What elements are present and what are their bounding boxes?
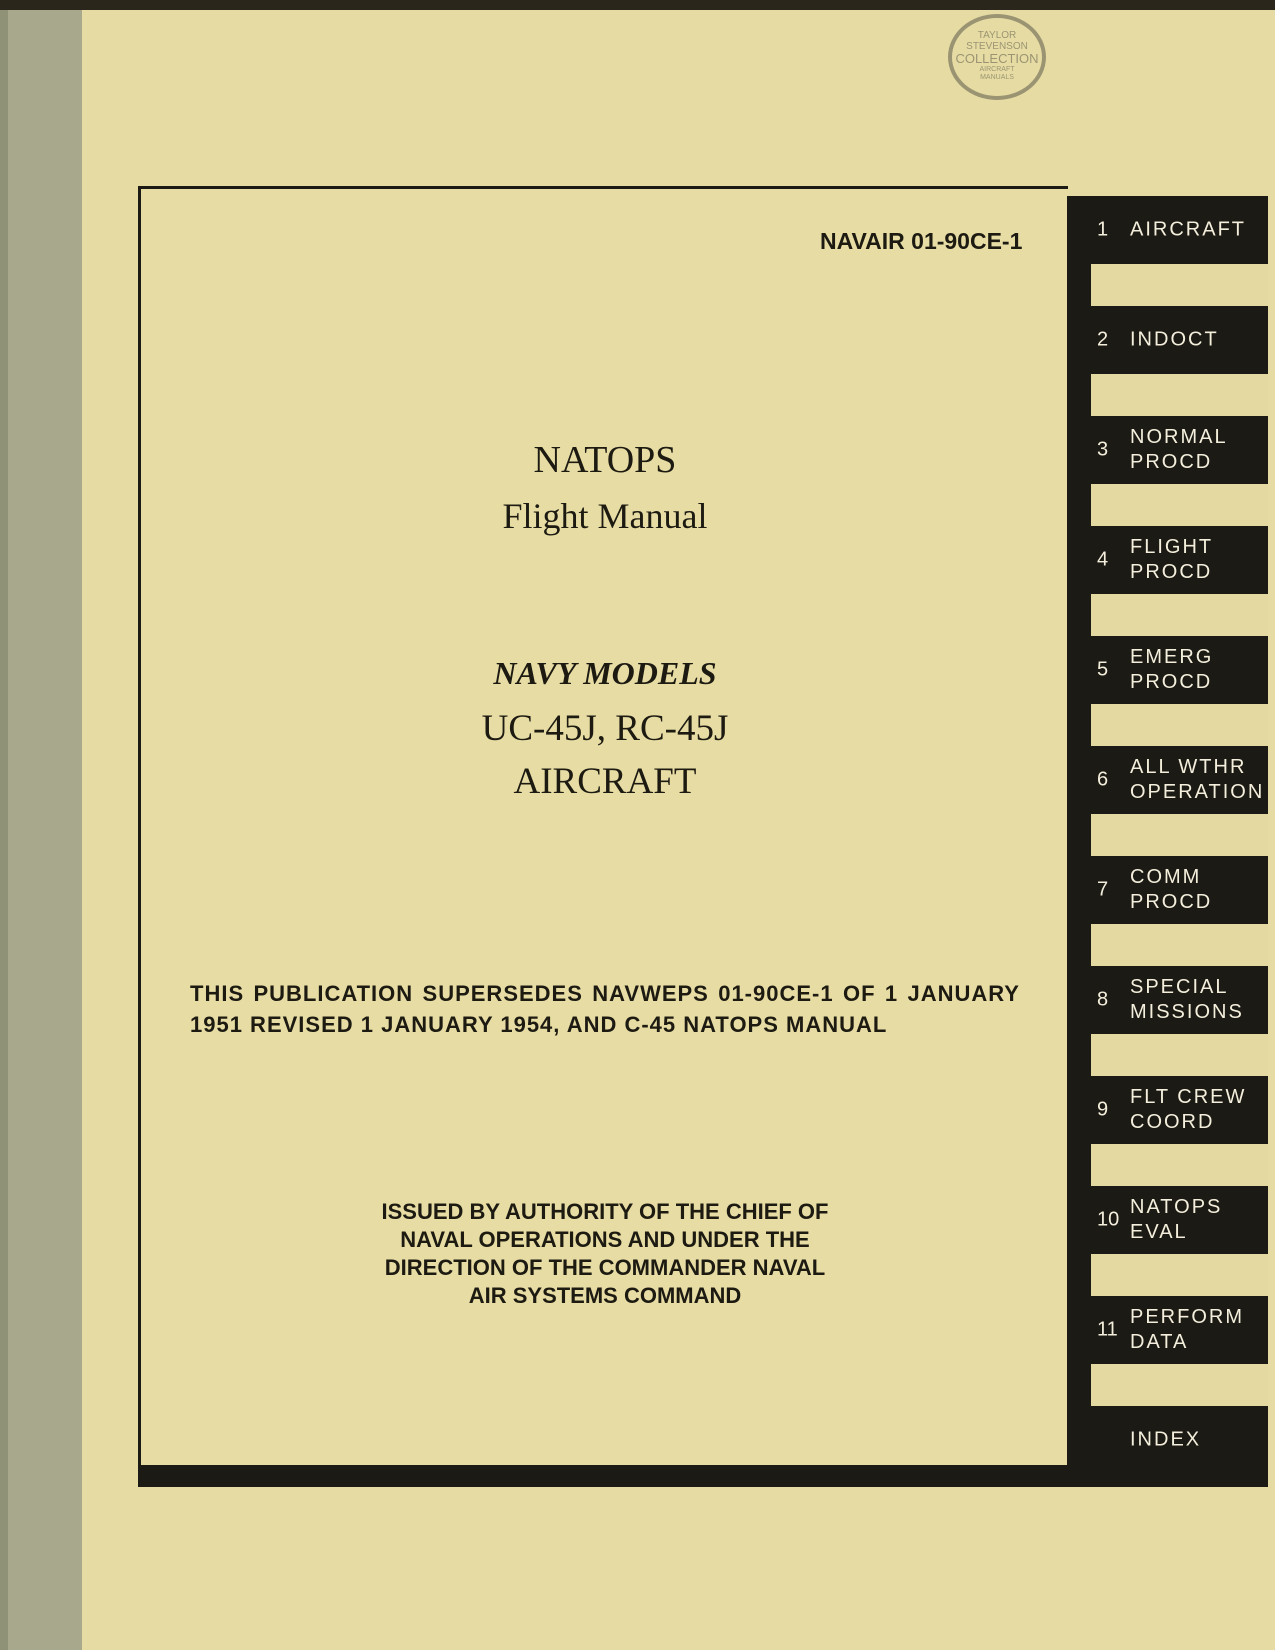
aircraft-label: AIRCRAFT — [513, 761, 697, 802]
binding-spine — [0, 10, 82, 1650]
section-tab[interactable] — [1067, 306, 1268, 374]
aircraft-models: UC-45J, RC-45J — [481, 708, 729, 749]
stamp-text: COLLECTION — [955, 51, 1039, 66]
tab-divider-slot — [1091, 1034, 1268, 1076]
tab-label: AIRCRAFT — [1130, 218, 1246, 241]
tab-label: NORMAL PROCD — [1130, 426, 1228, 473]
section-tabs — [1067, 196, 1268, 1487]
section-tab[interactable] — [1067, 636, 1268, 704]
tab-number: 6 — [1097, 768, 1109, 791]
tab-label: FLIGHT PROCD — [1130, 536, 1214, 583]
tab-number: 7 — [1097, 878, 1109, 901]
tab-divider-slot — [1091, 484, 1268, 526]
issued-by-notice: ISSUED BY AUTHORITY OF THE CHIEF OF NAVAL OPERATIONS AND UNDER THE DIRECTION OF THE COMMANDER NAVAL AIR SYSTEMS COMMAND — [381, 1199, 829, 1308]
tab-divider-slot — [1091, 1254, 1268, 1296]
tab-label: PERFORM DATA — [1130, 1306, 1244, 1353]
tab-label: FLT CREW COORD — [1130, 1086, 1247, 1133]
tab-number: 10 — [1097, 1208, 1120, 1231]
stamp-text: STEVENSON — [966, 41, 1028, 52]
title-flight-manual: Flight Manual — [502, 496, 708, 536]
tab-divider-slot — [1091, 374, 1268, 416]
section-tab[interactable] — [1067, 966, 1268, 1034]
tab-label: EMERG PROCD — [1130, 646, 1214, 693]
section-tab[interactable] — [1067, 416, 1268, 484]
tab-divider-slot — [1091, 594, 1268, 636]
tab-divider-slot — [1091, 264, 1268, 306]
navy-models-label: NAVY MODELS — [493, 655, 717, 691]
section-tab[interactable] — [1067, 526, 1268, 594]
section-tab[interactable] — [1067, 196, 1268, 264]
section-tab[interactable] — [1067, 1406, 1268, 1474]
section-tab[interactable] — [1067, 1076, 1268, 1144]
tab-number: 5 — [1097, 658, 1109, 681]
tab-divider-slot — [1091, 814, 1268, 856]
tab-number: 8 — [1097, 988, 1109, 1011]
tab-number: 2 — [1097, 328, 1109, 351]
section-tab[interactable] — [1067, 1296, 1268, 1364]
tab-divider-slot — [1091, 1144, 1268, 1186]
tab-number: 1 — [1097, 218, 1109, 241]
section-tab[interactable] — [1067, 1186, 1268, 1254]
tab-number: 11 — [1097, 1318, 1118, 1341]
stamp-text: AIRCRAFT — [979, 66, 1015, 73]
tab-label: NATOPS EVAL — [1130, 1196, 1223, 1243]
tab-divider-slot — [1091, 924, 1268, 966]
stamp-text: TAYLOR — [977, 30, 1017, 41]
tab-label: SPECIAL MISSIONS — [1130, 976, 1244, 1023]
spine-edge — [0, 10, 8, 1650]
tab-divider-slot — [1091, 1364, 1268, 1406]
section-tab[interactable] — [1067, 746, 1268, 814]
document-number: NAVAIR 01-90CE-1 — [820, 228, 1023, 254]
section-tab[interactable] — [1067, 856, 1268, 924]
tab-label: COMM PROCD — [1130, 866, 1213, 913]
top-edge — [0, 0, 1275, 10]
tab-number: 9 — [1097, 1098, 1109, 1121]
tab-number: 4 — [1097, 548, 1109, 571]
tab-number: 3 — [1097, 438, 1109, 461]
supersedes-notice: THIS PUBLICATION SUPERSEDES NAVWEPS 01-90CE-1 OF 1 JANUARY 1951 REVISED 1 JANUARY 1954, AND C-45 NATOPS MANUAL — [190, 981, 1020, 1037]
stamp-text: MANUALS — [980, 74, 1014, 81]
collection-stamp — [948, 14, 1046, 100]
tab-label: INDEX — [1130, 1428, 1202, 1451]
tab-label: ALL WTHR OPERATION — [1130, 756, 1265, 803]
tab-label: INDOCT — [1130, 328, 1219, 351]
tab-divider-slot — [1091, 704, 1268, 746]
title-natops: NATOPS — [533, 439, 677, 481]
